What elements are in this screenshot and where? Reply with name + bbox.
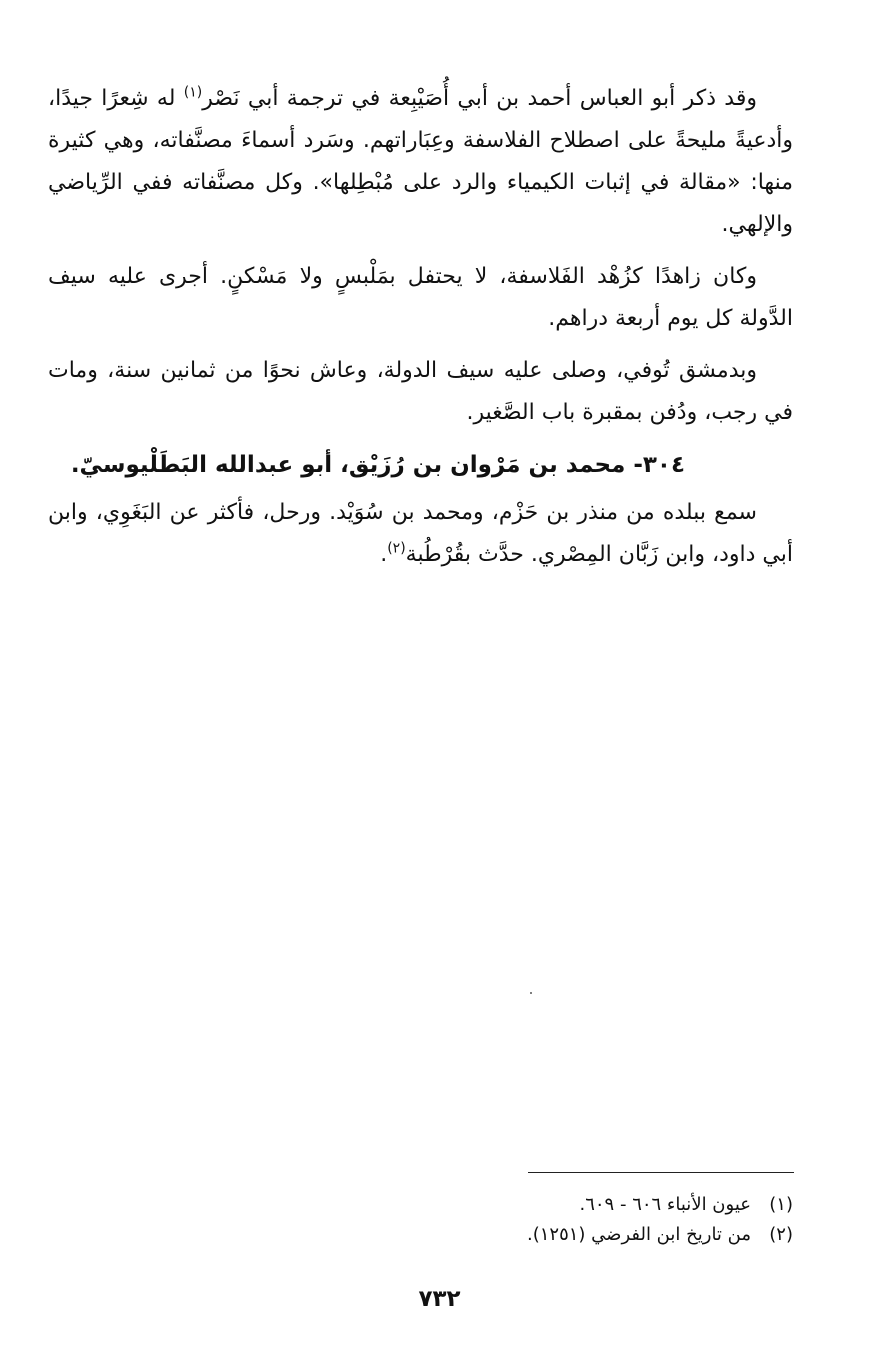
footnote-reference-1[interactable]: (١) <box>183 84 203 101</box>
paragraph-abu-nasr <box>48 78 793 246</box>
paragraph-text-end: . <box>380 542 388 567</box>
footnote-number: (١) <box>769 1194 793 1215</box>
paragraph-entry-304 <box>48 492 793 576</box>
footnote-text: من تاريخ ابن الفرضي (١٢٥١). <box>526 1224 751 1245</box>
footnote-reference-2[interactable]: (٢) <box>387 540 406 557</box>
paragraph-text: وكان زاهدًا كزُهْد الفَلاسفة، لا يحتفل بمَلْبسٍ ولا مَسْكنٍ. أجرى عليه سيف الدَّولة كل يوم أربعة دراهم. <box>48 264 793 331</box>
footnote-text: عيون الأنباء ٦٠٦ - ٦٠٩. <box>579 1194 751 1215</box>
paragraph-text-continued: له شِعرًا جيدًا، وأدعيةً مليحةً على اصطلاح الفلاسفة وعِبَاراتهم. وسَرد أسماءَ مصنَّفاته، وهي كثيرة منها: «مقالة في إثبات الكيمياء والرد على مُبْطِلها». وكل مصنَّفاته ففي الرِّياضي والإلهي. <box>48 86 793 237</box>
entry-heading: ٣٠٤- محمد بن مَرْوان بن رُزَيْق، أبو عبدالله البَطَلْيوسيّ. <box>70 452 685 478</box>
paragraph-zuhd <box>48 256 793 340</box>
page-number: ٧٣٢ <box>418 1286 461 1312</box>
footnote-number: (٢) <box>769 1224 793 1245</box>
paragraph-text: وقد ذكر أبو العباس أحمد بن أبي أُصَيْبِعة في ترجمة أبي نَصْر <box>202 86 757 111</box>
footnote-1 <box>48 1190 793 1220</box>
paper-speck <box>530 992 532 994</box>
paragraph-text: وبدمشق تُوفي، وصلى عليه سيف الدولة، وعاش نحوًا من ثمانين سنة، ومات في رجب، ودُفن بمقبرة باب الصَّغير. <box>48 358 793 425</box>
footnote-2 <box>48 1220 793 1250</box>
paragraph-death <box>48 350 793 434</box>
main-text <box>48 78 793 586</box>
footnotes <box>48 1190 793 1250</box>
footnote-separator <box>528 1172 794 1173</box>
paragraph-text: سمع ببلده من منذر بن حَزْم، ومحمد بن سُوَيْد. ورحل، فأكثر عن البَغَوِي، وابن أبي داود، وابن زَبَّان المِصْري. حدَّث بقُرْطُبة <box>48 500 793 567</box>
